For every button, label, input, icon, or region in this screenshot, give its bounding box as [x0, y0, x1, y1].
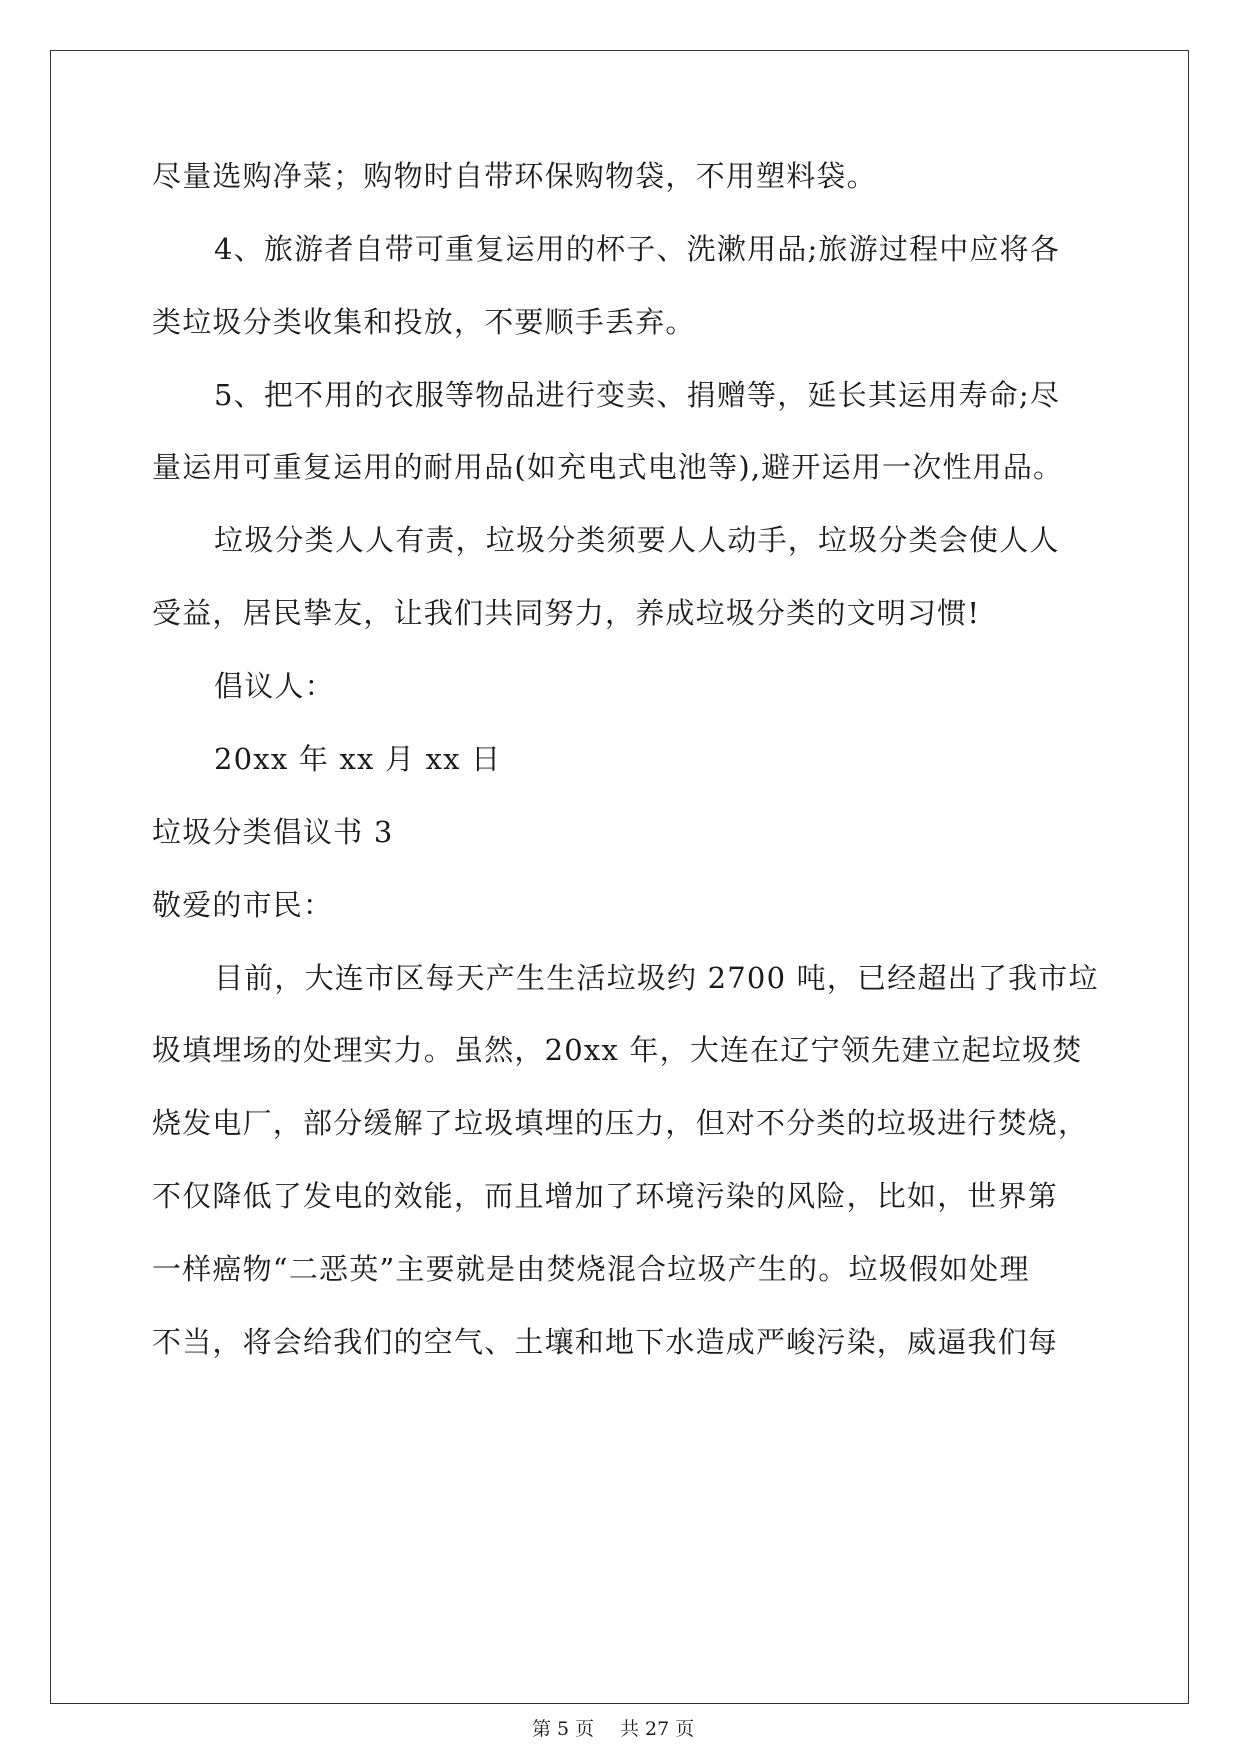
signer-label: 倡议人：	[214, 669, 335, 703]
paragraph-line: 受益，居民挚友，让我们共同努力，养成垃圾分类的文明习惯!	[152, 596, 981, 630]
page-footer	[0, 1719, 1241, 1739]
paragraph-line: 垃圾分类人人有责，垃圾分类须要人人动手，垃圾分类会使人人	[214, 523, 1060, 557]
salutation: 敬爱的市民：	[152, 888, 334, 922]
paragraph-line: 一样癌物“二恶英”主要就是由焚烧混合垃圾产生的。垃圾假如处理	[152, 1252, 1030, 1286]
date-line: 20xx 年 xx 月 xx 日	[214, 742, 502, 776]
page-border	[50, 50, 1189, 1704]
paragraph-line: 5、把不用的衣服等物品进行变卖、捐赠等，延长其运用寿命;尽	[214, 378, 1061, 412]
paragraph-line: 不当，将会给我们的空气、土壤和地下水造成严峻污染，威逼我们每	[152, 1325, 1059, 1359]
paragraph-line: 不仅降低了发电的效能，而且增加了环境污染的风险，比如，世界第	[152, 1179, 1059, 1213]
paragraph-line: 尽量选购净菜；购物时自带环保购物袋，不用塑料袋。	[152, 159, 877, 193]
paragraph-line: 目前，大连市区每天产生生活垃圾约 2700 吨，已经超出了我市垃	[214, 961, 1099, 995]
page-number: 第 5 页	[532, 1718, 595, 1740]
paragraph-line: 烧发电厂，部分缓解了垃圾填埋的压力，但对不分类的垃圾进行焚烧，	[152, 1106, 1089, 1140]
paragraph-line: 量运用可重复运用的耐用品(如充电式电池等),避开运用一次性用品。	[152, 450, 1064, 484]
paragraph-line: 4、旅游者自带可重复运用的杯子、洗漱用品;旅游过程中应将各	[214, 232, 1061, 266]
paragraph-line: 圾填埋场的处理实力。虽然，20xx 年，大连在辽宁领先建立起垃圾焚	[152, 1033, 1083, 1067]
page-total: 共 27 页	[620, 1718, 695, 1740]
section-title: 垃圾分类倡议书 3	[152, 815, 394, 849]
paragraph-line: 类垃圾分类收集和投放，不要顺手丢弃。	[152, 305, 696, 339]
